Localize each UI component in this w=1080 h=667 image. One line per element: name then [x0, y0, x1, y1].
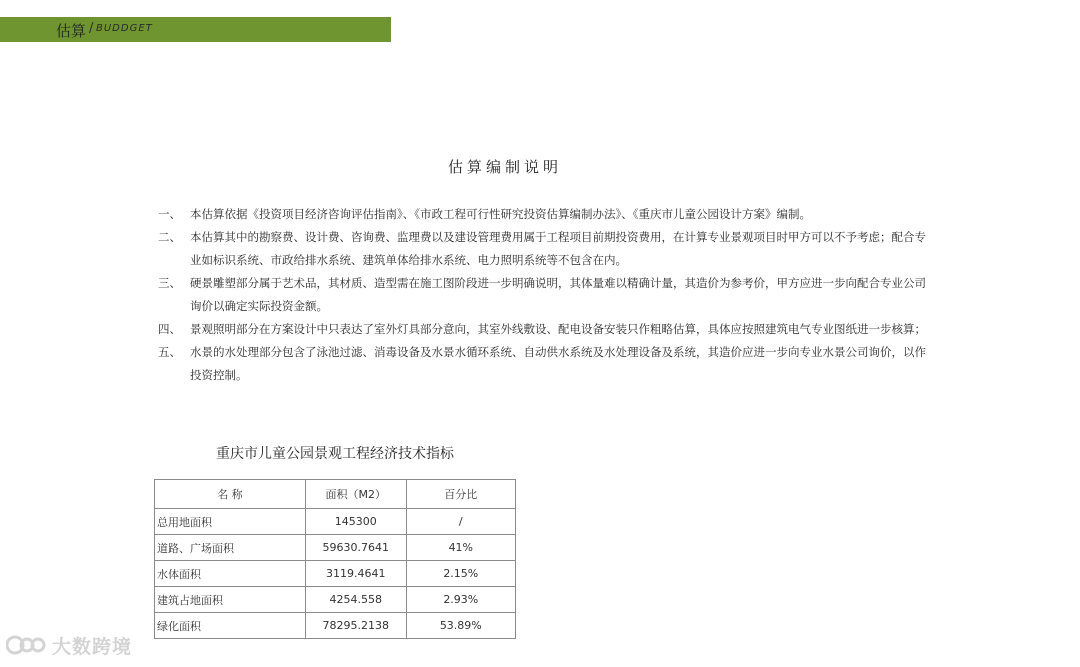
header-title-cn: 估算 — [56, 22, 87, 40]
cell-percent: 2.93% — [406, 587, 515, 613]
document-title: 估算编制说明 — [447, 158, 562, 176]
note-item — [158, 318, 928, 341]
note-text: 本估算依据《投资项目经济咨询评估指南》、《市政工程可行性研究投资估算编制办法》、《重庆市儿童公园设计方案》编制。 — [190, 207, 811, 221]
note-number: 四、 — [158, 322, 181, 336]
cell-percent: 41% — [406, 535, 515, 561]
table-header-row — [155, 480, 516, 509]
cell-area: 59630.7641 — [305, 535, 406, 561]
watermark-logo-icon — [6, 632, 48, 658]
cell-percent: / — [406, 509, 515, 535]
cell-name: 绿化面积 — [155, 613, 306, 639]
column-header-name: 名 称 — [155, 480, 306, 509]
header-separator: / — [89, 21, 94, 36]
indicator-table — [154, 430, 516, 632]
cell-name: 总用地面积 — [155, 509, 306, 535]
note-text: 景观照明部分在方案设计中只表达了室外灯具部分意向，其室外线敷设、配电设备安装只作粗略估算，具体应按照建筑电气专业图纸进一步核算； — [190, 322, 926, 336]
note-text: 水景的水处理部分包含了泳池过滤、消毒设备及水景水循环系统、自动供水系统及水处理设备及系统，其造价应进一步向专业水景公司询价，以作投资控制。 — [190, 345, 926, 382]
cell-percent: 2.15% — [406, 561, 515, 587]
cell-area: 145300 — [305, 509, 406, 535]
cell-percent: 53.89% — [406, 613, 515, 639]
table-title: 重庆市儿童公园景观工程经济技术指标 — [216, 446, 454, 462]
table-row — [155, 587, 516, 613]
header-title-en: BUDDGET — [96, 23, 153, 34]
note-text: 本估算其中的勘察费、设计费、咨询费、监理费以及建设管理费用属于工程项目前期投资费用，在计算专业景观项目时甲方可以不予考虑；配合专业如标识系统、市政给排水系统、建筑单体给排水系统、电力照明系统等不包含在内。 — [190, 230, 926, 267]
note-item — [158, 341, 928, 387]
note-number: 五、 — [158, 345, 181, 359]
note-number: 三、 — [158, 276, 181, 290]
column-header-area: 面积（M2） — [305, 480, 406, 509]
table-row — [155, 561, 516, 587]
cell-area: 4254.558 — [305, 587, 406, 613]
note-item — [158, 226, 928, 272]
cell-area: 3119.4641 — [305, 561, 406, 587]
column-header-percent: 百分比 — [406, 480, 515, 509]
note-number: 二、 — [158, 230, 181, 244]
watermark — [6, 630, 132, 660]
note-number: 一、 — [158, 207, 181, 221]
note-item — [158, 203, 928, 226]
notes-list — [158, 203, 928, 387]
cell-area: 78295.2138 — [305, 613, 406, 639]
note-item — [158, 272, 928, 318]
watermark-text: 大数跨境 — [52, 635, 133, 658]
table-grid — [154, 479, 516, 639]
table-row — [155, 613, 516, 639]
cell-name: 建筑占地面积 — [155, 587, 306, 613]
cell-name: 道路、广场面积 — [155, 535, 306, 561]
header-bar — [0, 17, 391, 42]
cell-name: 水体面积 — [155, 561, 306, 587]
note-text: 硬景雕塑部分属于艺术品，其材质、造型需在施工图阶段进一步明确说明，其体量难以精确计量，其造价为参考价，甲方应进一步向配合专业公司询价以确定实际投资金额。 — [190, 276, 926, 313]
table-row — [155, 535, 516, 561]
table-row — [155, 509, 516, 535]
